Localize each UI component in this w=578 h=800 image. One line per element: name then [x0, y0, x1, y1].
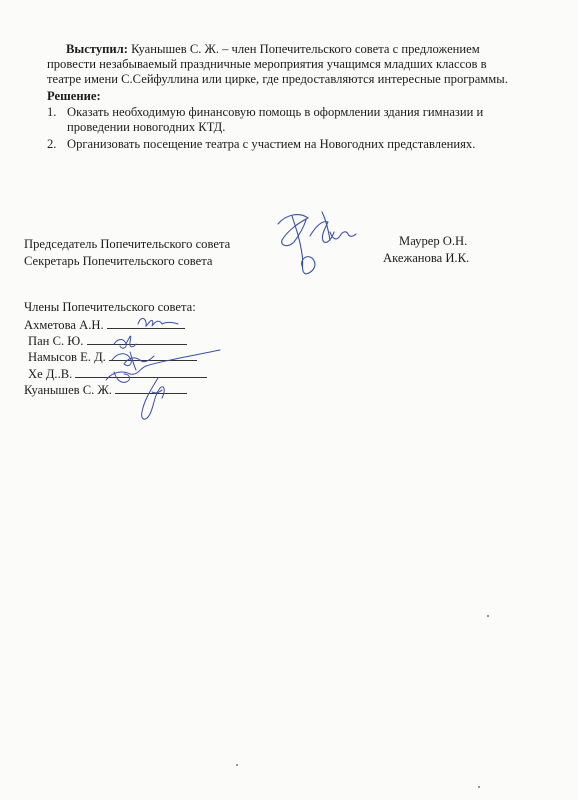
chair-signature-image — [270, 202, 360, 282]
decision-item-1-line-2: проведении новогодних КТД. — [67, 120, 226, 134]
chair-name: Маурер О.Н. — [399, 234, 468, 248]
decision-item-1-line-1: Оказать необходимую финансовую помощь в оформлении здания гимназии и — [67, 105, 484, 119]
signature-line — [87, 333, 187, 345]
secretary-name: Акежанова И.К. — [383, 251, 470, 265]
secretary-title: Секретарь Попечительского совета — [24, 254, 213, 268]
member-name: Пан С. Ю. — [28, 334, 84, 348]
speech-line-3: театре имени С.Сейфуллина или цирке, где предоставляются интересные программы. — [47, 72, 508, 86]
speech-line-1 — [66, 42, 480, 57]
member-name: Намысов Е. Д. — [28, 350, 106, 364]
signature-line — [115, 382, 187, 394]
decision-item-1-num: 1. — [47, 105, 57, 119]
member-row-5 — [24, 382, 187, 398]
member-name: Ахметова А.Н. — [24, 318, 104, 332]
signature-line — [107, 317, 185, 329]
scan-speck — [487, 615, 489, 617]
member-row-1 — [24, 317, 185, 333]
member-name: Куанышев С. Ж. — [24, 383, 112, 397]
member-name: Хе Д..В. — [28, 367, 73, 381]
signature-line — [109, 349, 197, 361]
decision-heading: Решение: — [47, 89, 101, 103]
members-heading: Члены Попечительского совета: — [24, 300, 196, 314]
signature-line — [75, 366, 207, 378]
decision-item-2-num: 2. — [47, 137, 57, 151]
member-row-3 — [28, 349, 197, 365]
member-row-4 — [28, 366, 207, 382]
scan-speck — [478, 786, 480, 788]
speech-text-1: Куанышев С. Ж. – член Попечительского совета с предложением — [131, 42, 480, 56]
scan-speck — [236, 764, 238, 766]
speech-line-2: провести незабываемый праздничные мероприятия учащимся младших классов в — [47, 57, 487, 71]
member-row-2 — [28, 333, 187, 349]
chair-title: Председатель Попечительского совета — [24, 237, 231, 251]
speech-label: Выступил: — [66, 42, 128, 56]
decision-item-2-line-1: Организовать посещение театра с участием на Новогодних представлениях. — [67, 137, 476, 151]
